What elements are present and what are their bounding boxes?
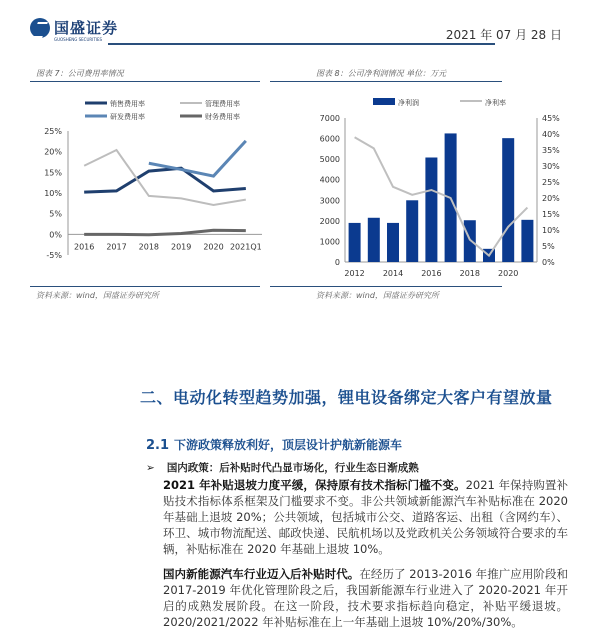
legend-label: 净利率 <box>485 99 506 107</box>
paragraph-2 <box>163 566 568 630</box>
y-tick-label: 15% <box>44 168 62 178</box>
legend-label: 财务费用率 <box>205 113 240 121</box>
series-line <box>84 150 246 205</box>
figure7-title: 图表 7：公司费用率情况 <box>36 69 124 78</box>
bar <box>425 157 437 262</box>
y-tick-label: 5% <box>49 209 62 219</box>
x-tick-label: 2018 <box>459 269 480 278</box>
figure8-title: 图表 8：公司净利润情况 单位：万元 <box>316 69 447 78</box>
y2-tick-label: 15% <box>542 210 560 219</box>
figure7-bottom-rule <box>30 286 260 287</box>
paragraph-2-body: 在经历了 2013-2016 年推广应用阶段和 2017-2019 年优化管理阶段之后，我国新能源车行业进入了 2020-2021 年开启的成熟发展阶段。在这一阶段，技术要求指标趋向稳定，补贴平缓退坡。2020/2021/2022 年补贴标准在上一年基础上退坡 10%/20%/30%。 <box>163 567 569 629</box>
x-tick-label: 2020 <box>498 269 519 278</box>
section-heading: 二、电动化转型趋势加强，锂电设备绑定大客户有望放量 <box>140 388 553 407</box>
y2-tick-label: 20% <box>542 194 560 203</box>
x-tick-label: 2018 <box>138 242 160 252</box>
y-tick-label: 0 <box>334 258 340 267</box>
net-profit-chart <box>305 88 565 283</box>
figure7-source: 资料来源：wind，国盛证券研究所 <box>36 291 159 300</box>
y-tick-label: 6000 <box>319 134 340 144</box>
bar <box>464 220 476 262</box>
x-tick-label: 2017 <box>106 242 127 252</box>
y-tick-label: 2000 <box>319 216 340 226</box>
logo-icon <box>30 18 50 38</box>
bar <box>502 138 514 262</box>
y-tick-label: 3000 <box>319 196 340 206</box>
x-tick-label: 2016 <box>73 242 95 252</box>
x-tick-label: 2012 <box>344 269 365 278</box>
bar <box>387 223 399 262</box>
paragraph-1-body: 2021 年保持购置补贴技术指标体系框架及门槛要求不变。非公共领域新能源汽车补贴标准在 2020 年基础上退坡 20%；公共领域，包括城市公交、道路客运、出租（含网约车）、环卫、城市物流配送、邮政快递、民航机场以及党政机关公务领域符合要求的车辆，补贴标准在 2020 年基础上退坡 10%。 <box>163 478 568 556</box>
figure8-bottom-rule <box>270 286 502 287</box>
x-tick-label: 2014 <box>382 269 404 278</box>
bar <box>521 220 533 262</box>
y2-tick-label: 0% <box>542 258 555 267</box>
figure8-source: 资料来源：wind，国盛证券研究所 <box>316 291 439 300</box>
y-tick-label: 20% <box>44 147 62 157</box>
y-tick-label: 4000 <box>319 175 340 185</box>
y-tick-label: 0% <box>49 230 62 240</box>
legend-swatch <box>373 98 395 105</box>
bullet-text: 国内政策：后补贴时代凸显市场化，行业生态日渐成熟 <box>166 462 419 474</box>
subsection-number: 2.1 <box>146 438 170 453</box>
paragraph-1 <box>163 477 568 557</box>
y2-tick-label: 40% <box>542 130 560 139</box>
x-tick-label: 2021Q1 <box>229 242 262 252</box>
series-line <box>84 168 246 192</box>
net-margin-line <box>355 137 528 255</box>
legend-label: 销售费用率 <box>110 100 145 108</box>
brand-logo <box>30 17 119 42</box>
paragraph-2-lead: 国内新能源汽车行业迈入后补贴时代。 <box>163 567 360 581</box>
x-tick-label: 2019 <box>170 242 192 252</box>
y-tick-label: 5000 <box>319 155 340 165</box>
y-tick-label: 25% <box>44 127 62 136</box>
legend-label: 研发费用率 <box>110 113 145 121</box>
y2-tick-label: 25% <box>542 178 560 187</box>
expense-ratio-chart <box>30 88 270 278</box>
bullet-arrow-icon: ➢ <box>146 462 155 474</box>
y2-tick-label: 10% <box>542 226 560 235</box>
figure7-rule <box>30 81 260 82</box>
legend-label: 净利润 <box>398 99 419 107</box>
y2-tick-label: 45% <box>542 114 560 123</box>
bar <box>406 200 418 262</box>
brand-name: 国盛证券 <box>54 19 119 37</box>
y-tick-label: -5% <box>46 251 62 260</box>
subsection-title: 下游政策释放利好，顶层设计护航新能源车 <box>174 438 403 452</box>
y2-tick-label: 35% <box>542 146 560 155</box>
y2-tick-label: 5% <box>542 242 555 251</box>
brand-subtitle: GUOSHENG SECURITIES <box>54 37 103 42</box>
x-tick-label: 2016 <box>421 269 442 278</box>
subsection-heading <box>146 436 402 453</box>
y-tick-label: 1000 <box>319 237 340 247</box>
header-divider <box>108 43 495 45</box>
bar <box>349 223 361 262</box>
figure8-rule <box>270 81 502 82</box>
x-tick-label: 2020 <box>203 242 224 252</box>
y2-tick-label: 30% <box>542 162 560 171</box>
report-date: 2021 年 07 月 28 日 <box>445 28 562 42</box>
bar <box>368 218 380 262</box>
y-tick-label: 10% <box>44 189 62 198</box>
paragraph-1-lead: 2021 年补贴退坡力度平缓，保持原有技术指标门槛不变。 <box>163 478 466 492</box>
y-tick-label: 7000 <box>319 114 340 123</box>
legend-label: 管理费用率 <box>205 100 240 108</box>
bullet-heading <box>146 460 419 475</box>
